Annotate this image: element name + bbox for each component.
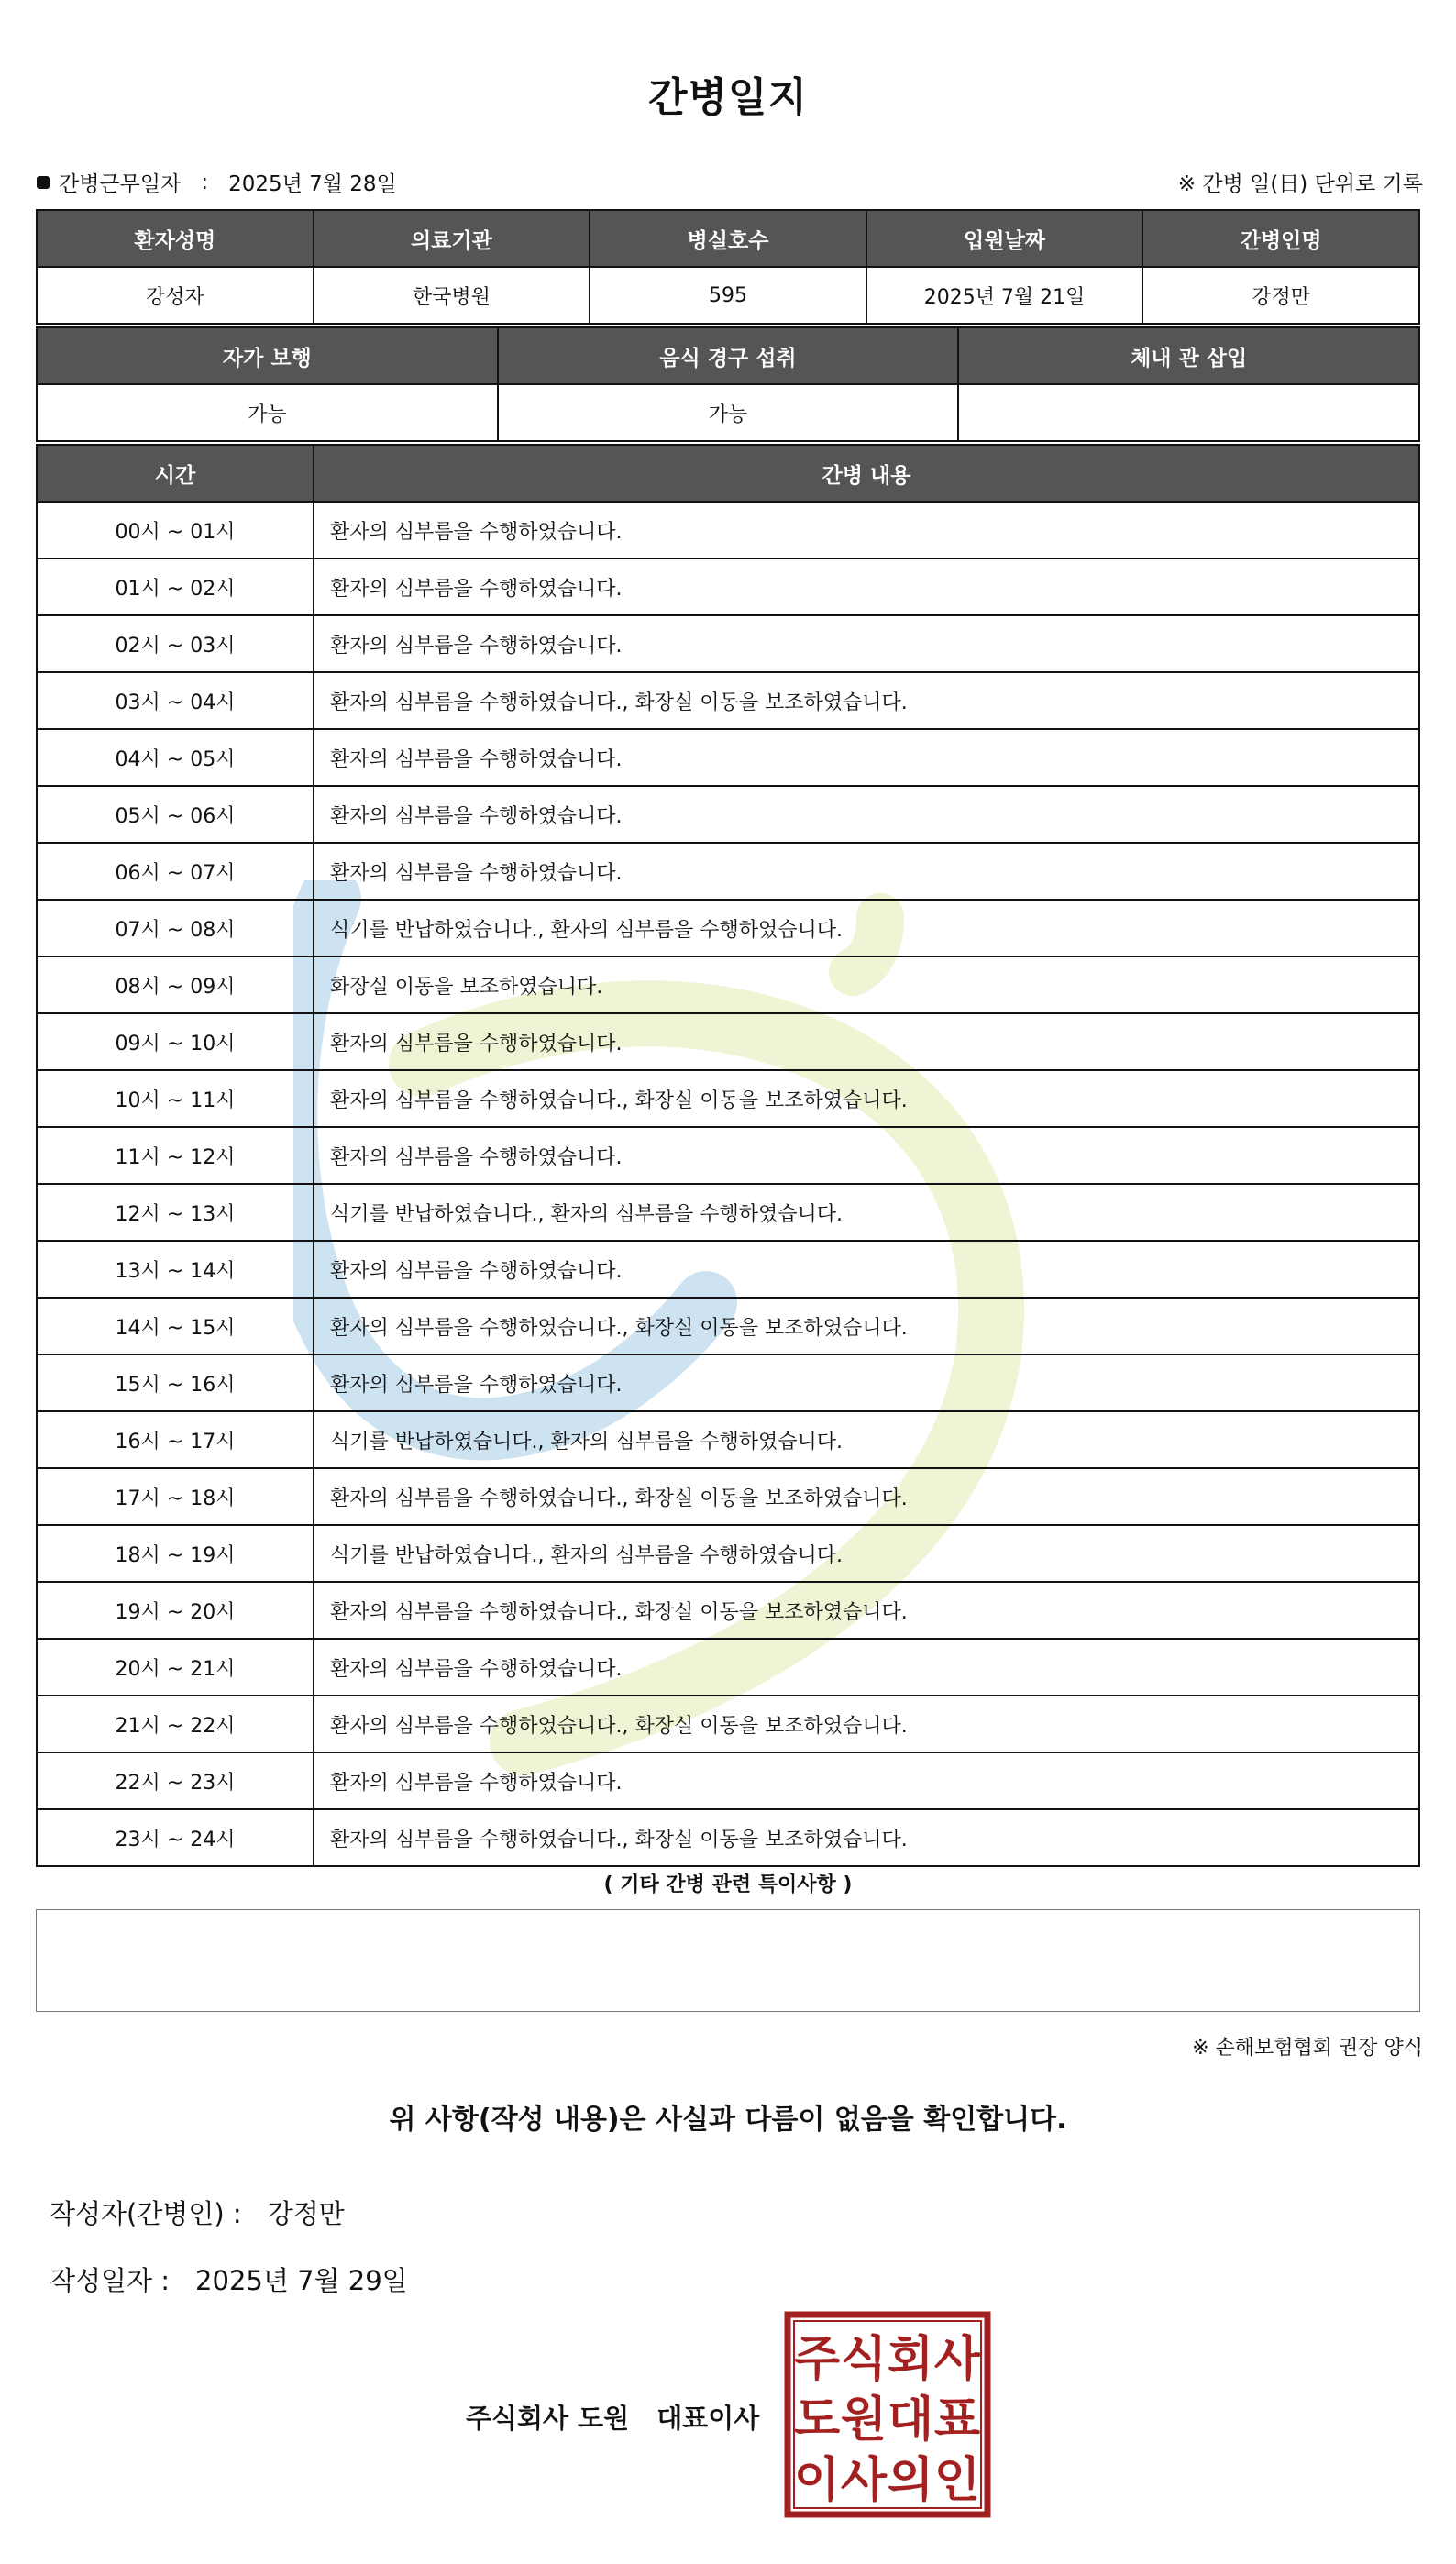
seal-glyph: 주 <box>793 2332 841 2387</box>
log-row <box>37 1468 1419 1525</box>
log-time: 15시 ~ 16시 <box>37 1354 314 1411</box>
patient-header-row <box>37 210 1419 267</box>
log-time: 19시 ~ 20시 <box>37 1582 314 1639</box>
log-row <box>37 1070 1419 1127</box>
header-hospital: 의료기관 <box>314 210 590 267</box>
work-date-label: 간병근무일자 <box>59 172 182 196</box>
log-time: 23시 ~ 24시 <box>37 1809 314 1866</box>
log-row <box>37 1241 1419 1298</box>
log-content: 환자의 심부름을 수행하였습니다., 화장실 이동을 보조하였습니다. <box>314 1468 1419 1525</box>
seal-glyph: 사 <box>840 2453 888 2508</box>
special-notes-box <box>36 1909 1420 2012</box>
seal-glyph: 이 <box>793 2453 841 2508</box>
log-time: 03시 ~ 04시 <box>37 672 314 729</box>
log-row <box>37 1354 1419 1411</box>
seal-glyph: 원 <box>840 2393 888 2448</box>
log-content: 환자의 심부름을 수행하였습니다. <box>314 502 1419 558</box>
header-tube-insertion: 체내 관 삽입 <box>958 327 1419 384</box>
log-row <box>37 1752 1419 1809</box>
written-date-row <box>50 2260 408 2298</box>
confirmation-statement: 위 사항(작성 내용)은 사실과 다름이 없음을 확인합니다. <box>389 2104 1067 2136</box>
log-content: 환자의 심부름을 수행하였습니다. <box>314 1354 1419 1411</box>
tube-insertion-status <box>958 384 1419 441</box>
log-time: 18시 ~ 19시 <box>37 1525 314 1582</box>
status-value-row <box>37 384 1419 441</box>
log-time: 07시 ~ 08시 <box>37 900 314 956</box>
log-row <box>37 1809 1419 1866</box>
company-name: 주식회사 도원 <box>466 2403 630 2434</box>
log-row <box>37 1639 1419 1696</box>
log-time: 06시 ~ 07시 <box>37 843 314 900</box>
bullet-icon <box>37 176 50 189</box>
log-row <box>37 786 1419 843</box>
header-room: 병실호수 <box>590 210 866 267</box>
seal-glyph: 표 <box>933 2393 981 2448</box>
log-row <box>37 672 1419 729</box>
log-row <box>37 1184 1419 1241</box>
log-time: 00시 ~ 01시 <box>37 502 314 558</box>
log-content: 환자의 심부름을 수행하였습니다., 화장실 이동을 보조하였습니다. <box>314 1582 1419 1639</box>
log-time: 12시 ~ 13시 <box>37 1184 314 1241</box>
seal-glyph: 회 <box>887 2332 934 2387</box>
log-row <box>37 900 1419 956</box>
log-row <box>37 1127 1419 1184</box>
written-date-label: 작성일자 : <box>50 2265 171 2296</box>
log-row <box>37 1013 1419 1070</box>
header-caregiver: 간병인명 <box>1142 210 1419 267</box>
log-time: 21시 ~ 22시 <box>37 1696 314 1752</box>
header-patient-name: 환자성명 <box>37 210 314 267</box>
header-time: 시간 <box>37 445 314 502</box>
seal-glyph: 도 <box>793 2393 841 2448</box>
log-content: 환자의 심부름을 수행하였습니다., 화장실 이동을 보조하였습니다. <box>314 1070 1419 1127</box>
writer-row <box>50 2194 345 2231</box>
work-date-value: 2025년 7월 28일 <box>228 172 397 196</box>
log-content: 환자의 심부름을 수행하였습니다. <box>314 1241 1419 1298</box>
representative-title: 대표이사 <box>656 2403 760 2434</box>
header-oral-intake: 음식 경구 섭취 <box>498 327 959 384</box>
log-row <box>37 502 1419 558</box>
log-row <box>37 615 1419 672</box>
log-time: 01시 ~ 02시 <box>37 558 314 615</box>
log-row <box>37 729 1419 786</box>
log-row <box>37 1525 1419 1582</box>
log-content: 환자의 심부름을 수행하였습니다., 화장실 이동을 보조하였습니다. <box>314 672 1419 729</box>
log-time: 14시 ~ 15시 <box>37 1298 314 1354</box>
work-date-row <box>37 167 397 197</box>
work-date-separator: : <box>201 170 209 194</box>
log-time: 10시 ~ 11시 <box>37 1070 314 1127</box>
log-row <box>37 1298 1419 1354</box>
log-content: 환자의 심부름을 수행하였습니다. <box>314 1752 1419 1809</box>
company-signature <box>466 2398 759 2436</box>
log-content: 식기를 반납하였습니다., 환자의 심부름을 수행하였습니다. <box>314 900 1419 956</box>
log-content: 환자의 심부름을 수행하였습니다., 화장실 이동을 보조하였습니다. <box>314 1809 1419 1866</box>
writer-name: 강정만 <box>267 2198 345 2229</box>
seal-glyph: 대 <box>887 2393 934 2448</box>
admission-date: 2025년 7월 21일 <box>866 267 1143 324</box>
special-notes-title: ( 기타 간병 관련 특이사항 ) <box>603 1873 853 1896</box>
patient-info-table <box>36 209 1420 325</box>
log-content: 환자의 심부름을 수행하였습니다. <box>314 843 1419 900</box>
log-time: 22시 ~ 23시 <box>37 1752 314 1809</box>
log-time: 09시 ~ 10시 <box>37 1013 314 1070</box>
seal-glyph: 의 <box>887 2453 934 2508</box>
log-row <box>37 1582 1419 1639</box>
log-time: 11시 ~ 12시 <box>37 1127 314 1184</box>
unit-note: ※ 간병 일(日) 단위로 기록 <box>1177 172 1423 196</box>
patient-status-table <box>36 326 1420 442</box>
log-content: 환자의 심부름을 수행하였습니다., 화장실 이동을 보조하였습니다. <box>314 1298 1419 1354</box>
hospital-name: 한국병원 <box>314 267 590 324</box>
log-row <box>37 1411 1419 1468</box>
log-time: 04시 ~ 05시 <box>37 729 314 786</box>
header-care-content: 간병 내용 <box>314 445 1419 502</box>
patient-value-row <box>37 267 1419 324</box>
log-row <box>37 843 1419 900</box>
written-date-value: 2025년 7월 29일 <box>195 2265 408 2296</box>
log-header-row <box>37 445 1419 502</box>
log-row <box>37 1696 1419 1752</box>
log-time: 13시 ~ 14시 <box>37 1241 314 1298</box>
log-time: 17시 ~ 18시 <box>37 1468 314 1525</box>
log-content: 환자의 심부름을 수행하였습니다. <box>314 1127 1419 1184</box>
log-content: 환자의 심부름을 수행하였습니다. <box>314 786 1419 843</box>
form-note: ※ 손해보험협회 권장 양식 <box>1192 2037 1423 2060</box>
status-header-row <box>37 327 1419 384</box>
log-time: 02시 ~ 03시 <box>37 615 314 672</box>
header-walking: 자가 보행 <box>37 327 498 384</box>
log-content: 환자의 심부름을 수행하였습니다. <box>314 615 1419 672</box>
log-time: 05시 ~ 06시 <box>37 786 314 843</box>
log-row <box>37 956 1419 1013</box>
writer-label: 작성자(간병인) : <box>50 2198 242 2229</box>
log-row <box>37 558 1419 615</box>
log-content: 식기를 반납하였습니다., 환자의 심부름을 수행하였습니다. <box>314 1411 1419 1468</box>
log-time: 20시 ~ 21시 <box>37 1639 314 1696</box>
care-log-table <box>36 444 1420 1867</box>
log-content: 환자의 심부름을 수행하였습니다., 화장실 이동을 보조하였습니다. <box>314 1696 1419 1752</box>
log-content: 화장실 이동을 보조하였습니다. <box>314 956 1419 1013</box>
walking-status: 가능 <box>37 384 498 441</box>
page-title: 간병일지 <box>647 74 808 121</box>
seal-glyph: 사 <box>933 2332 981 2387</box>
log-content: 환자의 심부름을 수행하였습니다. <box>314 729 1419 786</box>
header-admission-date: 입원날짜 <box>866 210 1143 267</box>
company-seal-stamp <box>784 2311 991 2518</box>
patient-name: 강성자 <box>37 267 314 324</box>
log-time: 16시 ~ 17시 <box>37 1411 314 1468</box>
log-content: 식기를 반납하였습니다., 환자의 심부름을 수행하였습니다. <box>314 1184 1419 1241</box>
caregiver-name: 강정만 <box>1142 267 1419 324</box>
room-number: 595 <box>590 267 866 324</box>
log-time: 08시 ~ 09시 <box>37 956 314 1013</box>
oral-intake-status: 가능 <box>498 384 959 441</box>
log-content: 식기를 반납하였습니다., 환자의 심부름을 수행하였습니다. <box>314 1525 1419 1582</box>
seal-glyph: 식 <box>840 2332 888 2387</box>
log-content: 환자의 심부름을 수행하였습니다. <box>314 1639 1419 1696</box>
log-content: 환자의 심부름을 수행하였습니다. <box>314 558 1419 615</box>
seal-glyph: 인 <box>933 2453 981 2508</box>
log-content: 환자의 심부름을 수행하였습니다. <box>314 1013 1419 1070</box>
